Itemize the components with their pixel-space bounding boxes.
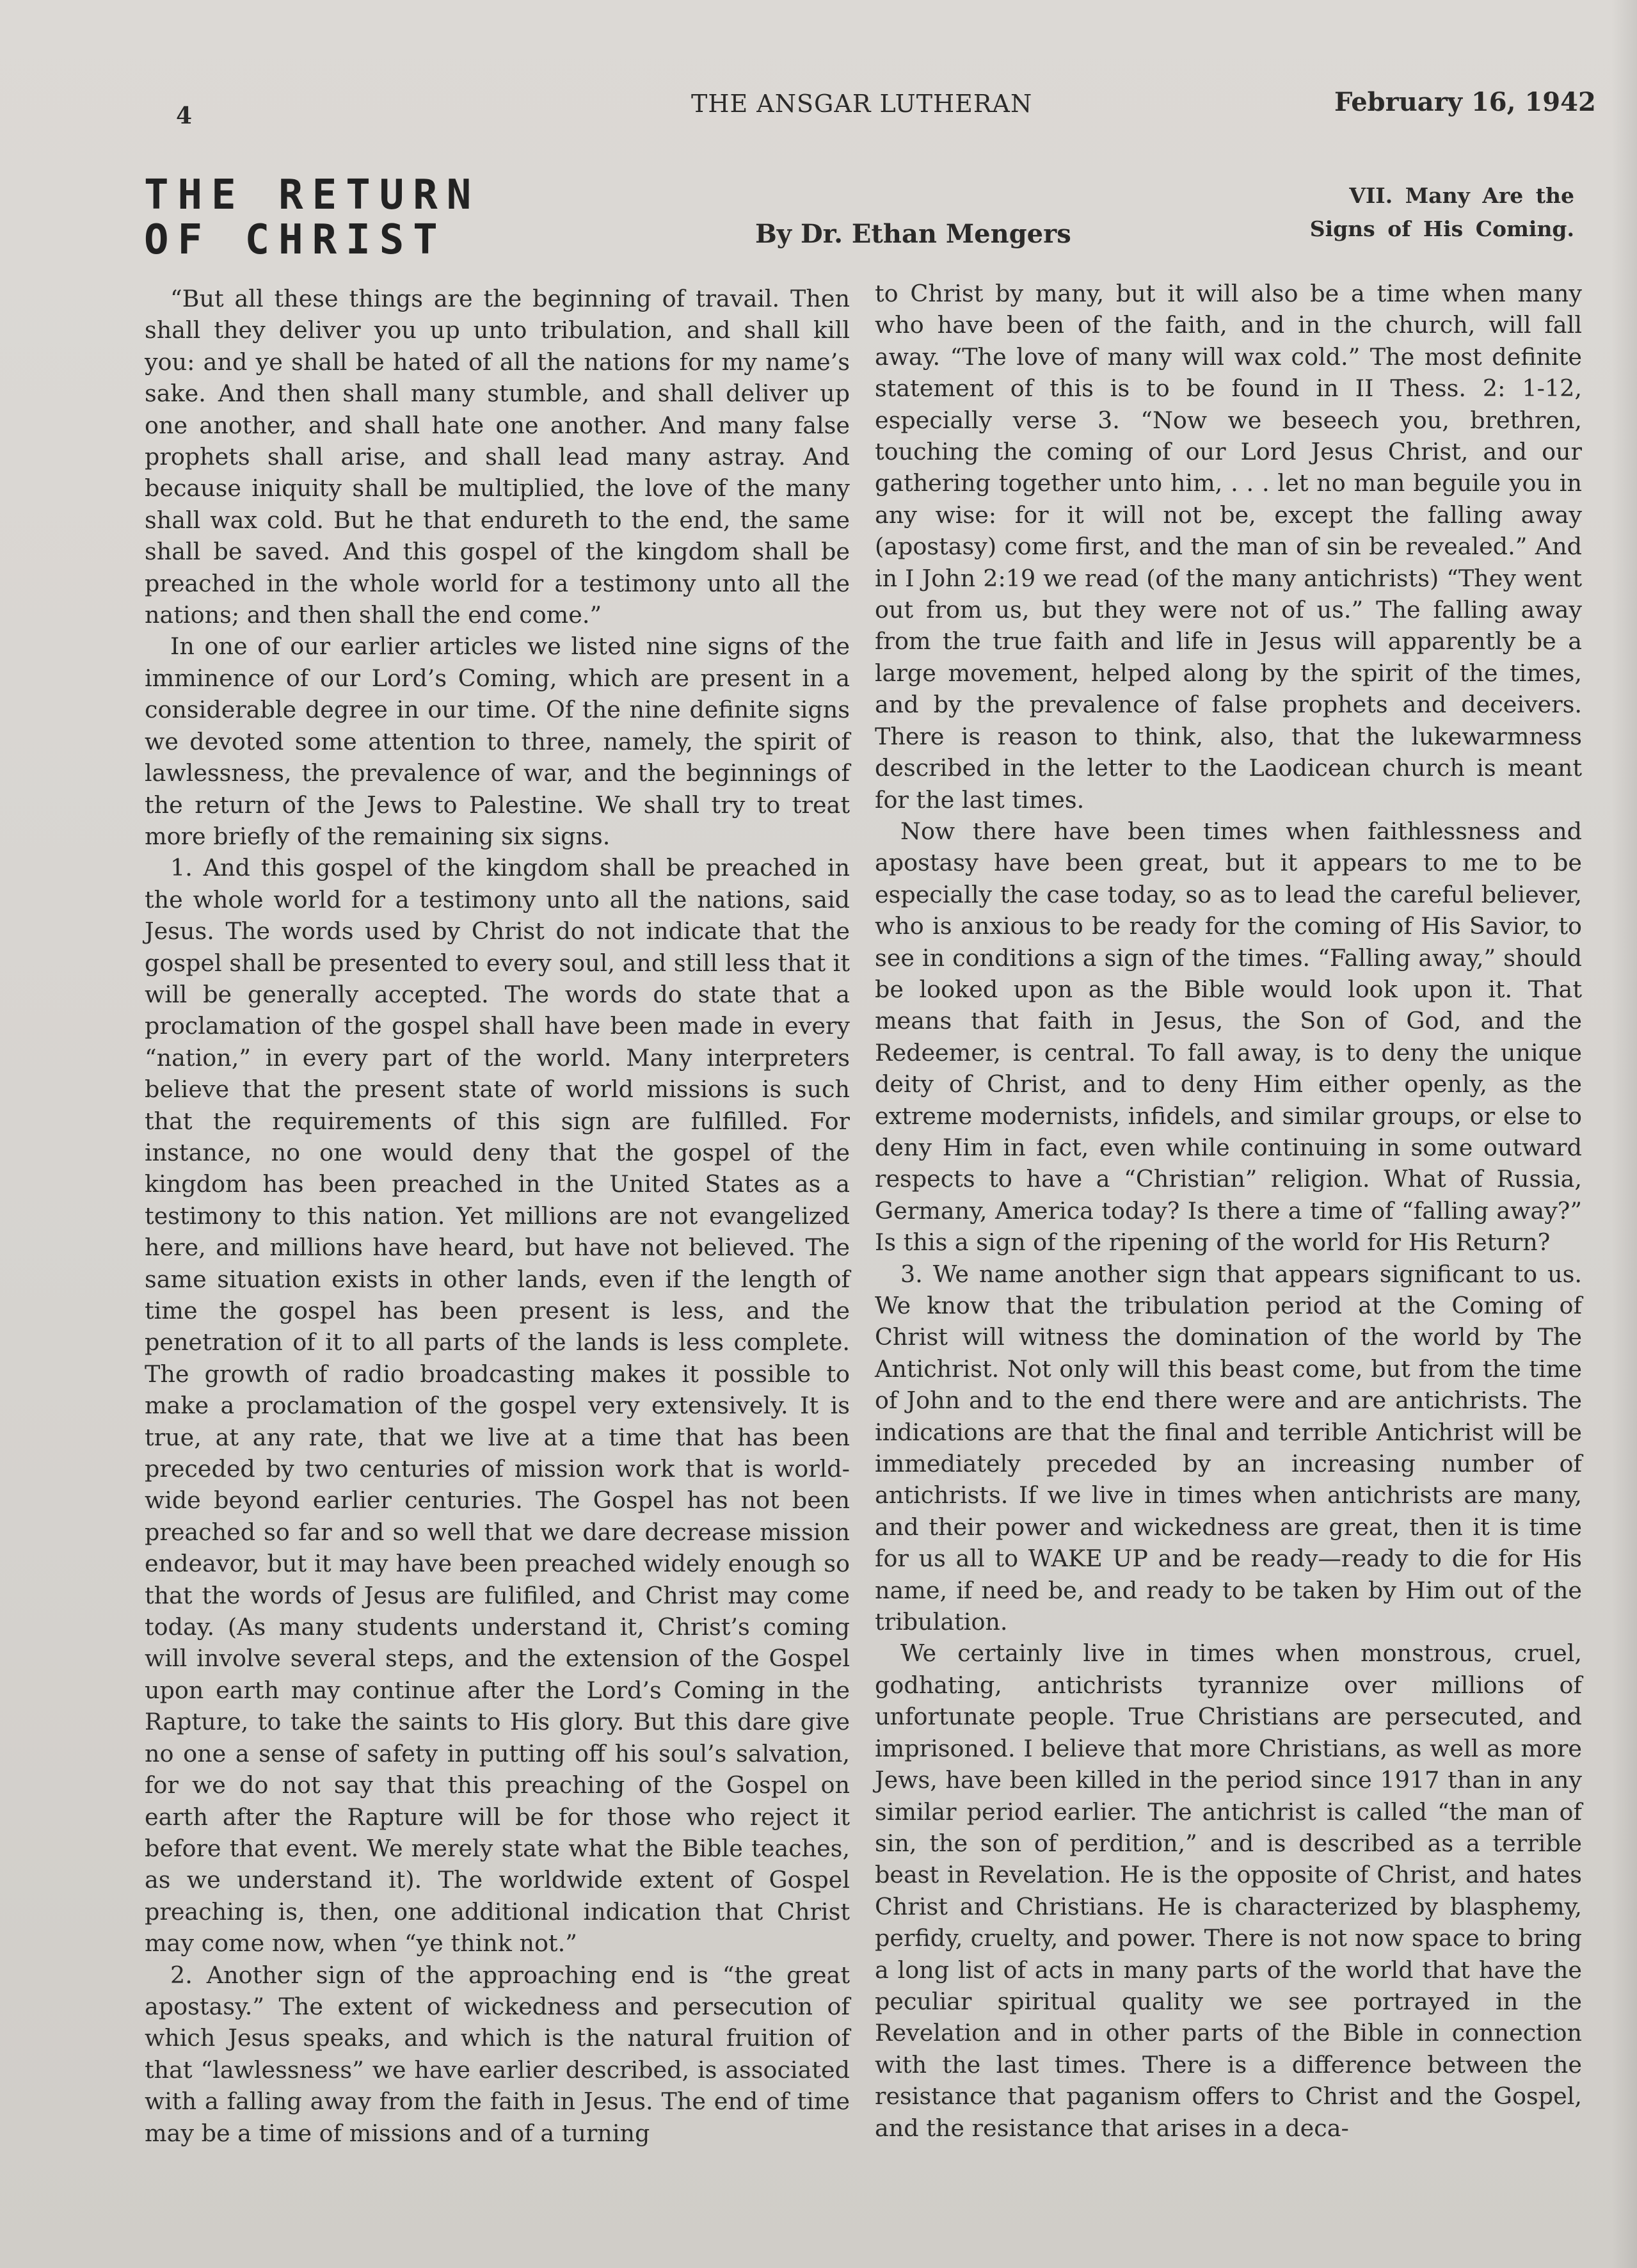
page-number: 4 <box>176 102 193 129</box>
page-edge-shadow <box>1611 0 1637 2268</box>
paragraph: We certainly live in times when monstrous, cruel, godhating, antichrists tyrannize over millions of unfortunate people. True Christians are persecuted, and imprisoned. I believe that more Christians, as well as more Jews, have been killed in the period since 1917 than in any similar period earlier. The antichrist is called “the man of sin, the son of perdition,” and is described as a terrible beast in Revelation. He is the opposite of Christ, and hates Christ and Christians. He is characterized by blasphemy, perfidy, cruelty, and power. There is not now space to bring a long list of acts in many parts of the world that have the peculiar spiritual quality we see portrayed in the Revelation and in other parts of the Bible in connection with the last times. There is a difference between the resistance that paganism offers to Christ and the Gospel, and the resistance that arises in a deca- <box>875 1639 1582 2142</box>
section-heading <box>1306 179 1574 246</box>
right-column <box>875 278 1582 2144</box>
article-title-line-2: OF CHRIST <box>144 216 447 264</box>
paragraph: In one of our earlier articles we listed nine signs of the imminence of our Lord’s Coming, which are present in a considerable degree in our time. Of the nine definite signs we devoted some attention to three, namely, the spirit of lawlessness, the prevalence of war, and the beginnings of the return of the Jews to Palestine. We shall try to treat more briefly of the remaining six signs. <box>145 632 850 850</box>
paragraph: “But all these things are the beginning of travail. Then shall they deliver you up unto tribulation, and shall kill you: and ye shall be hated of all the nations for my name’s sake. And then shall many stumble, and shall deliver up one another, and shall hate one another. And many false prophets shall arise, and shall lead many astray. And because iniquity shall be multiplied, the love of the many shall wax cold. But he that endureth to the end, the same shall be saved. And this gospel of the kingdom shall be preached in the whole world for a testimony unto all the nations; and then shall the end come.” <box>145 285 850 629</box>
paragraph: to Christ by many, but it will also be a time when many who have been of the faith, and in the church, will fall away. “The love of many will wax cold.” The most definite statement of this is to be found in II Thess. 2: 1-12, especially verse 3. “Now we beseech you, brethren, touching the coming of our Lord Jesus Christ, and our gathering together unto him, . . . let no man beguile you in any wise: for it will not be, except the falling away (apostasy) come first, and the man of sin be revealed.” And in I John 2:19 we read (of the many antichrists) “They went out from us, but they were not of us.” The falling away from the true faith and life in Jesus will apparently be a large movement, helped along by the spirit of the times, and by the prevalence of false prophets and deceivers. There is reason to think, also, that the lukewarmness described in the letter to the Laodicean church is meant for the last times. <box>875 280 1582 814</box>
article-title-line-1: THE RETURN <box>144 172 481 219</box>
section-heading-line-2: Signs of His Coming. <box>1309 216 1574 241</box>
paragraph: 2. Another sign of the approaching end is “the great apostasy.” The extent of wickedness and persecution of which Jesus speaks, and which is the natural fruition of that “lawlessness” we have earlier described, is associated with a falling away from the faith in Jesus. The end of time may be a time of missions and of a turning <box>145 1961 850 2147</box>
paragraph: 1. And this gospel of the kingdom shall be preached in the whole world for a testimony unto all the nations, said Jesus. The words used by Christ do not indicate that the gospel shall be presented to every soul, and still less that it will be generally accepted. The words do state that a proclamation of the gospel shall have been made in every “nation,” in every part of the world. Many interpreters believe that the present state of world missions is such that the requirements of this sign are fulfilled. For instance, no one would deny that the gospel of the kingdom has been preached in the United States as a testimony to this nation. Yet millions are not evangelized here, and millions have heard, but have not believed. The same situation exists in other lands, even if the length of time the gospel has been present is less, and the penetration of it to all parts of the lands is less complete. The growth of radio broadcasting makes it possible to make a proclamation of the gospel very extensively. It is true, at any rate, that we live at a time that has been preceded by two centuries of mission work that is world-wide beyond earlier centuries. The Gospel has not been preached so far and so well that we dare decrease mission endeavor, but it may have been preached widely enough so that the words of Jesus are fulifiled, and Christ may come today. (As many students understand it, Christ’s coming will involve several steps, and the extension of the Gospel upon earth may continue after the Lord’s Coming in the Rapture, to take the saints to His glory. But this dare give no one a sense of safety in putting off his soul’s salvation, for we do not say that this preaching of the Gospel on earth after the Rapture will be for those who reject it before that event. We merely state what the Bible teaches, as we understand it). The worldwide extent of Gospel preaching is, then, one additional indication that Christ may come now, when “ye think not.” <box>145 854 850 1958</box>
paragraph: 3. We name another sign that appears significant to us. We know that the tribulation period at the Coming of Christ will witness the domination of the world by The Antichrist. Not only will this beast come, but from the time of John and to the end there were and are antichrists. The indications are that the final and terrible Antichrist will be immediately preceded by an increasing number of antichrists. If we live in times when antichrists are many, and their power and wickedness are great, then it is time for us all to WAKE UP and be ready—ready to die for His name, if need be, and ready to be taken by Him out of the tribulation. <box>875 1260 1582 1636</box>
section-heading-line-1: VII. Many Are the <box>1349 183 1574 208</box>
left-column <box>145 283 850 2149</box>
issue-date: February 16, 1942 <box>1334 87 1596 117</box>
running-head <box>0 83 1637 128</box>
byline: By Dr. Ethan Mengers <box>755 219 1071 249</box>
paragraph: Now there have been times when faithlessness and apostasy have been great, but it appears to me to be especially the case today, so as to lead the careful believer, who is anxious to be ready for the coming of His Savior, to see in conditions a sign of the times. “Falling away,” should be looked upon as the Bible would look upon it. That means that faith in Jesus, the Son of God, and the Redeemer, is central. To fall away, is to deny the unique deity of Christ, and to deny Him either openly, as the extreme modernists, infidels, and similar groups, or else to deny Him in fact, even while continuing in some outward respects to have a “Christian” religion. What of Russia, Germany, America today? Is there a time of “falling away?” Is this a sign of the ripening of the world for His Return? <box>875 817 1582 1257</box>
paper-name: THE ANSGAR LUTHERAN <box>691 90 1033 118</box>
article-title <box>144 173 592 262</box>
